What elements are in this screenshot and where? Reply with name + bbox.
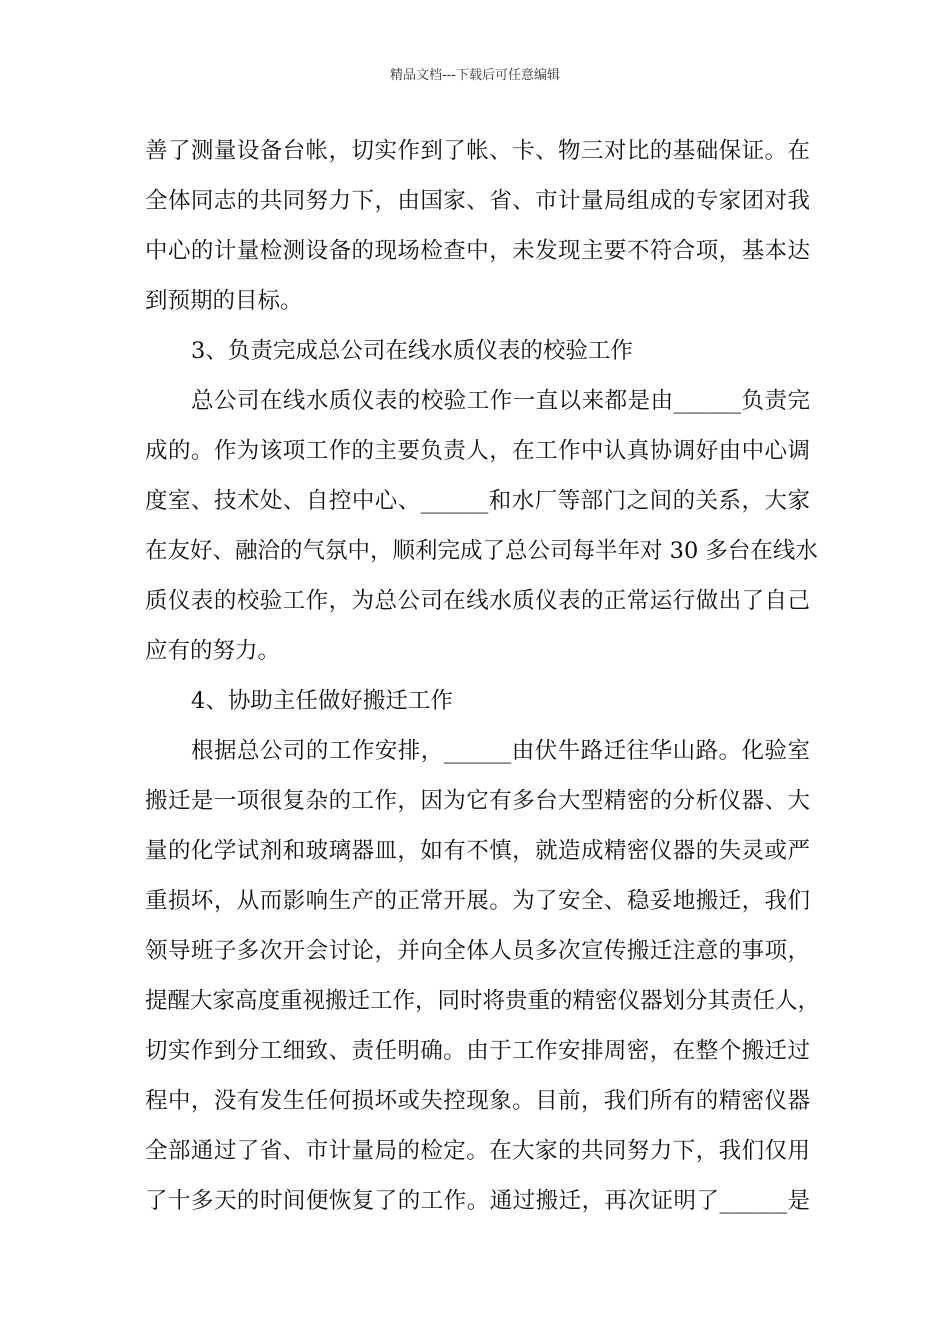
paragraph-line: 度室、技术处、自控中心、______和水厂等部门之间的关系，大家 [145,488,810,514]
paragraph-line: 成的。作为该项工作的主要负责人，在工作中认真协调好由中心调 [145,438,810,464]
paragraph-line: 重损坏，从而影响生产的正常开展。为了安全、稳妥地搬迁，我们 [145,888,810,914]
document-body [145,126,821,1226]
paragraph-line: 善了测量设备台帐，切实作到了帐、卡、物三对比的基础保证。在 [145,138,810,164]
paragraph-line: 应有的努力。 [145,638,281,664]
paragraph-line: 量的化学试剂和玻璃器皿，如有不慎，就造成精密仪器的失灵或严 [145,838,810,864]
section-heading: 3、负责完成总公司在线水质仪表的校验工作 [191,338,633,364]
paragraph-line: 在友好、融洽的气氛中，顺利完成了总公司每半年对 30 多台在线水 [145,538,818,564]
paragraph-line: 全体同志的共同努力下，由国家、省、市计量局组成的专家团对我 [145,188,810,214]
paragraph-line: 总公司在线水质仪表的校验工作一直以来都是由______负责完 [191,388,810,414]
paragraph-line: 提醒大家高度重视搬迁工作，同时将贵重的精密仪器划分其责任人， [145,988,821,1014]
paragraph-line: 中心的计量检测设备的现场检查中，未发现主要不符合项，基本达 [145,238,810,264]
paragraph-line: 领导班子多次开会讨论，并向全体人员多次宣传搬迁注意的事项， [145,938,810,964]
paragraph-line: 程中，没有发生任何损坏或失控现象。目前，我们所有的精密仪器 [145,1088,810,1114]
paragraph-line: 了十多天的时间便恢复了的工作。通过搬迁，再次证明了______是 [145,1188,810,1214]
paragraph-line: 质仪表的校验工作，为总公司在线水质仪表的正常运行做出了自己 [145,588,810,614]
page-header: 精品文档---下载后可任意编辑 [389,68,561,83]
paragraph-line: 全部通过了省、市计量局的检定。在大家的共同努力下，我们仅用 [145,1138,810,1164]
paragraph-line: 根据总公司的工作安排，______由伏牛路迁往华山路。化验室 [191,738,810,764]
section-heading: 4、协助主任做好搬迁工作 [191,688,453,714]
paragraph-line: 搬迁是一项很复杂的工作，因为它有多台大型精密的分析仪器、大 [145,788,810,814]
paragraph-line: 切实作到分工细致、责任明确。由于工作安排周密，在整个搬迁过 [145,1038,810,1064]
paragraph-line: 到预期的目标。 [145,288,303,314]
